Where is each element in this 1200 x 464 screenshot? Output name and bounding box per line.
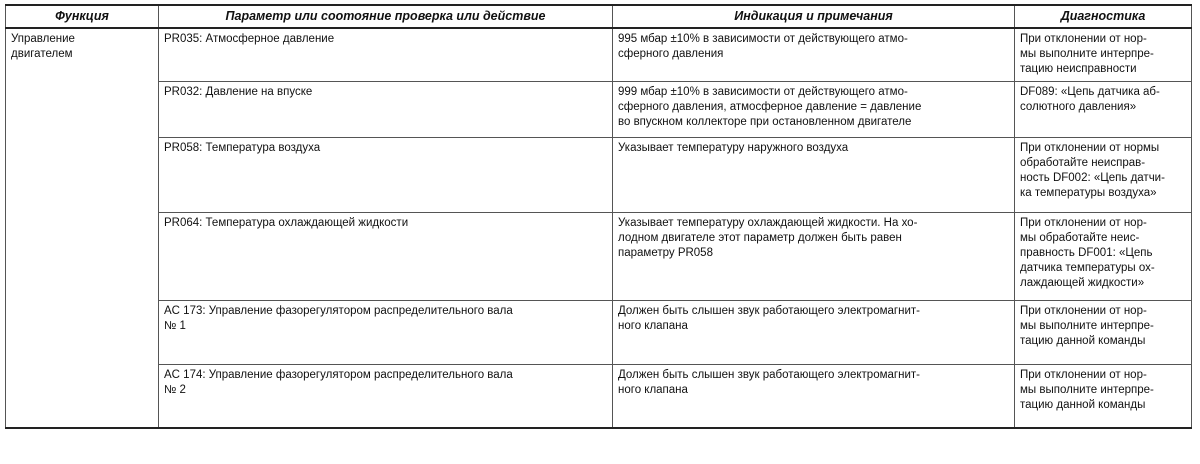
table-row (6, 28, 1192, 82)
header-parameter: Параметр или соотояние проверка или действие (159, 5, 613, 28)
function-cell: Управление двигателем (6, 28, 159, 428)
note-cell: 999 мбар ±10% в зависимости от действующего атмо- сферного давления, атмосферное давление = давление во впускном коллекторе при остановленном двигателе (613, 82, 1015, 138)
header-function: Функция (6, 5, 159, 28)
header-row (6, 5, 1192, 28)
diag-cell: DF089: «Цепь датчика аб- солютного давления» (1015, 82, 1192, 138)
note-cell: Указывает температуру охлаждающей жидкости. На хо- лодном двигателе этот параметр должен быть равен параметру PR058 (613, 213, 1015, 301)
document-page (5, 4, 1195, 429)
table-row (6, 138, 1192, 213)
header-indication: Индикация и примечания (613, 5, 1015, 28)
table-row (6, 213, 1192, 301)
table-body (6, 28, 1192, 428)
header-diagnostics: Диагностика (1015, 5, 1192, 28)
note-cell: 995 мбар ±10% в зависимости от действующего атмо- сферного давления (613, 28, 1015, 82)
param-cell: PR032: Давление на впуске (159, 82, 613, 138)
diag-cell: При отклонении от нор- мы выполните интерпре- тацию данной команды (1015, 301, 1192, 365)
table-row (6, 82, 1192, 138)
table-row (6, 301, 1192, 365)
param-cell: PR035: Атмосферное давление (159, 28, 613, 82)
diag-cell: При отклонении от нормы обработайте неисправ- ность DF002: «Цепь датчи- ка температуры воздуха» (1015, 138, 1192, 213)
note-cell: Указывает температуру наружного воздуха (613, 138, 1015, 213)
table-header (6, 5, 1192, 28)
param-cell: PR058: Температура воздуха (159, 138, 613, 213)
diag-cell: При отклонении от нор- мы выполните интерпре- тацию данной команды (1015, 365, 1192, 429)
table-row (6, 365, 1192, 429)
param-cell: AC 173: Управление фазорегулятором распределительного вала № 1 (159, 301, 613, 365)
diag-cell: При отклонении от нор- мы выполните интерпре- тацию неисправности (1015, 28, 1192, 82)
diagnostic-table (5, 4, 1192, 429)
note-cell: Должен быть слышен звук работающего электромагнит- ного клапана (613, 301, 1015, 365)
diag-cell: При отклонении от нор- мы обработайте неис- правность DF001: «Цепь датчика температуры ох- лаждающей жидкости» (1015, 213, 1192, 301)
param-cell: PR064: Температура охлаждающей жидкости (159, 213, 613, 301)
note-cell: Должен быть слышен звук работающего электромагнит- ного клапана (613, 365, 1015, 429)
param-cell: AC 174: Управление фазорегулятором распределительного вала № 2 (159, 365, 613, 429)
